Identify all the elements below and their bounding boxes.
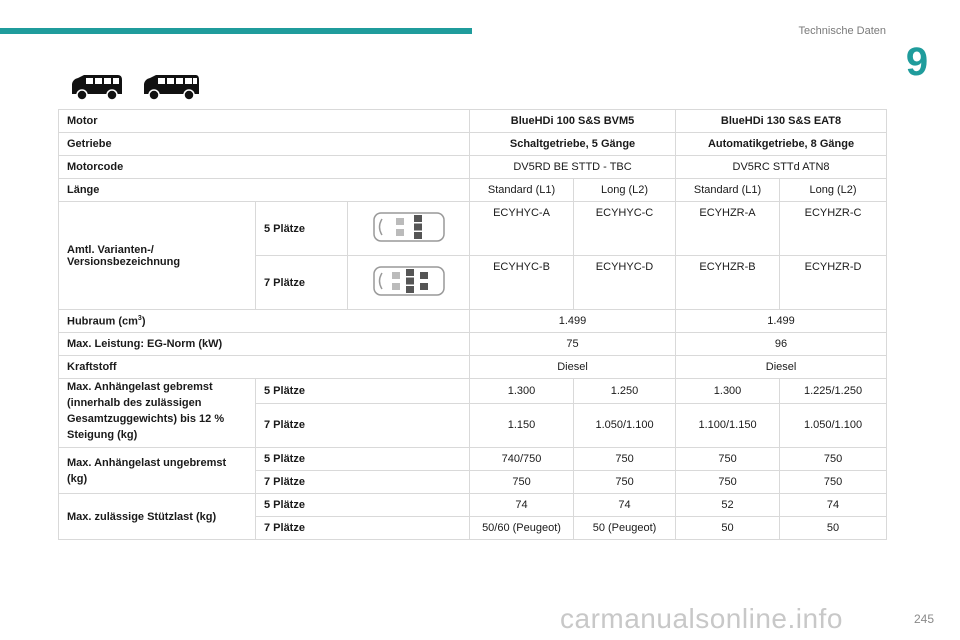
stuetzlast-value: 52 (676, 494, 780, 517)
variant-value: ECYHZR-A (676, 202, 780, 256)
engine1-name: BlueHDi 100 S&S BVM5 (470, 110, 676, 133)
label-laenge: Länge (59, 179, 470, 202)
seats-label: 5 Plätze (256, 494, 470, 517)
stuetzlast-value: 50 (780, 517, 887, 540)
stuetzlast-value: 50 (676, 517, 780, 540)
stuetzlast-value: 74 (574, 494, 676, 517)
ungebremst-value: 740/750 (470, 448, 574, 471)
engine2-name: BlueHDi 130 S&S EAT8 (676, 110, 887, 133)
label-leistung: Max. Leistung: EG-Norm (kW) (59, 333, 470, 356)
row-leistung (59, 333, 887, 356)
van-short-icon (68, 70, 126, 104)
row-gebremst-5 (59, 379, 887, 404)
stuetzlast-value: 74 (470, 494, 574, 517)
row-ungebremst-5 (59, 448, 887, 471)
engine2-kraftstoff: Diesel (676, 356, 887, 379)
label-hubraum-text: Hubraum (cm (67, 315, 138, 328)
engine1-leistung: 75 (470, 333, 676, 356)
seat-layout-7-icon (372, 263, 446, 299)
row-motorcode (59, 156, 887, 179)
ungebremst-value: 750 (574, 448, 676, 471)
seats-label: 7 Plätze (256, 471, 470, 494)
ungebremst-value: 750 (780, 471, 887, 494)
gebremst-value: 1.300 (470, 379, 574, 404)
label-motorcode: Motorcode (59, 156, 470, 179)
label-motor: Motor (59, 110, 470, 133)
label-getriebe: Getriebe (59, 133, 470, 156)
engine2-motorcode: DV5RC STTd ATN8 (676, 156, 887, 179)
laenge-col-3: Standard (L1) (676, 179, 780, 202)
variant-value: ECYHZR-B (676, 256, 780, 310)
page-number: 245 (913, 612, 934, 626)
gebremst-value: 1.150 (470, 403, 574, 447)
row-motor (59, 110, 887, 133)
seats-label: 7 Plätze (256, 517, 470, 540)
vehicle-icons (68, 70, 212, 109)
row-kraftstoff (59, 356, 887, 379)
label-hubraum (59, 310, 470, 333)
row-hubraum (59, 310, 887, 333)
variant-value: ECYHYC-A (470, 202, 574, 256)
gebremst-value: 1.050/1.100 (574, 403, 676, 447)
seat-layout-cell (348, 256, 470, 310)
ungebremst-value: 750 (676, 448, 780, 471)
laenge-col-1: Standard (L1) (470, 179, 574, 202)
engine1-kraftstoff: Diesel (470, 356, 676, 379)
ungebremst-value: 750 (574, 471, 676, 494)
gebremst-value: 1.050/1.100 (780, 403, 887, 447)
engine1-getriebe: Schaltgetriebe, 5 Gänge (470, 133, 676, 156)
label-ungebremst: Max. Anhängelast ungebremst (kg) (59, 448, 256, 494)
engine1-hubraum: 1.499 (470, 310, 676, 333)
seat-layout-5-icon (372, 209, 446, 245)
laenge-col-4: Long (L2) (780, 179, 887, 202)
section-title: Technische Daten (798, 25, 886, 37)
row-varianten-5 (59, 202, 887, 256)
engine2-getriebe: Automatikgetriebe, 8 Gänge (676, 133, 887, 156)
variant-value: ECYHYC-B (470, 256, 574, 310)
watermark: carmanualsonline.info (560, 603, 843, 634)
variant-value: ECYHYC-D (574, 256, 676, 310)
seat-layout-cell (348, 202, 470, 256)
row-getriebe (59, 133, 887, 156)
laenge-col-2: Long (L2) (574, 179, 676, 202)
variant-value: ECYHZR-D (780, 256, 887, 310)
technical-data-table (58, 109, 887, 540)
row-laenge (59, 179, 887, 202)
van-long-icon (142, 70, 200, 104)
seats-label: 5 Plätze (256, 202, 348, 256)
gebremst-value: 1.225/1.250 (780, 379, 887, 404)
variant-value: ECYHZR-C (780, 202, 887, 256)
seats-label: 7 Plätze (256, 256, 348, 310)
ungebremst-value: 750 (676, 471, 780, 494)
ungebremst-value: 750 (780, 448, 887, 471)
label-varianten: Amtl. Varianten-/ Versionsbezeichnung (59, 202, 256, 310)
chapter-number: 9 (905, 40, 929, 84)
stuetzlast-value: 74 (780, 494, 887, 517)
row-stuetzlast-5 (59, 494, 887, 517)
label-gebremst: Max. Anhängelast gebremst (innerhalb des zulässigen Gesamtzuggewichts) bis 12 % Steigung (kg) (59, 379, 256, 448)
seats-label: 7 Plätze (256, 403, 470, 447)
variant-value: ECYHYC-C (574, 202, 676, 256)
gebremst-value: 1.250 (574, 379, 676, 404)
engine2-hubraum: 1.499 (676, 310, 887, 333)
gebremst-value: 1.100/1.150 (676, 403, 780, 447)
engine1-motorcode: DV5RD BE STTD - TBC (470, 156, 676, 179)
ungebremst-value: 750 (470, 471, 574, 494)
stuetzlast-value: 50/60 (Peugeot) (470, 517, 574, 540)
label-kraftstoff: Kraftstoff (59, 356, 470, 379)
header-accent-bar (0, 28, 472, 34)
engine2-leistung: 96 (676, 333, 887, 356)
seats-label: 5 Plätze (256, 448, 470, 471)
seats-label: 5 Plätze (256, 379, 470, 404)
stuetzlast-value: 50 (Peugeot) (574, 517, 676, 540)
label-hubraum-sup: 3 (137, 314, 142, 322)
gebremst-value: 1.300 (676, 379, 780, 404)
label-hubraum-end: ) (141, 315, 146, 328)
label-stuetzlast: Max. zulässige Stützlast (kg) (59, 494, 256, 540)
